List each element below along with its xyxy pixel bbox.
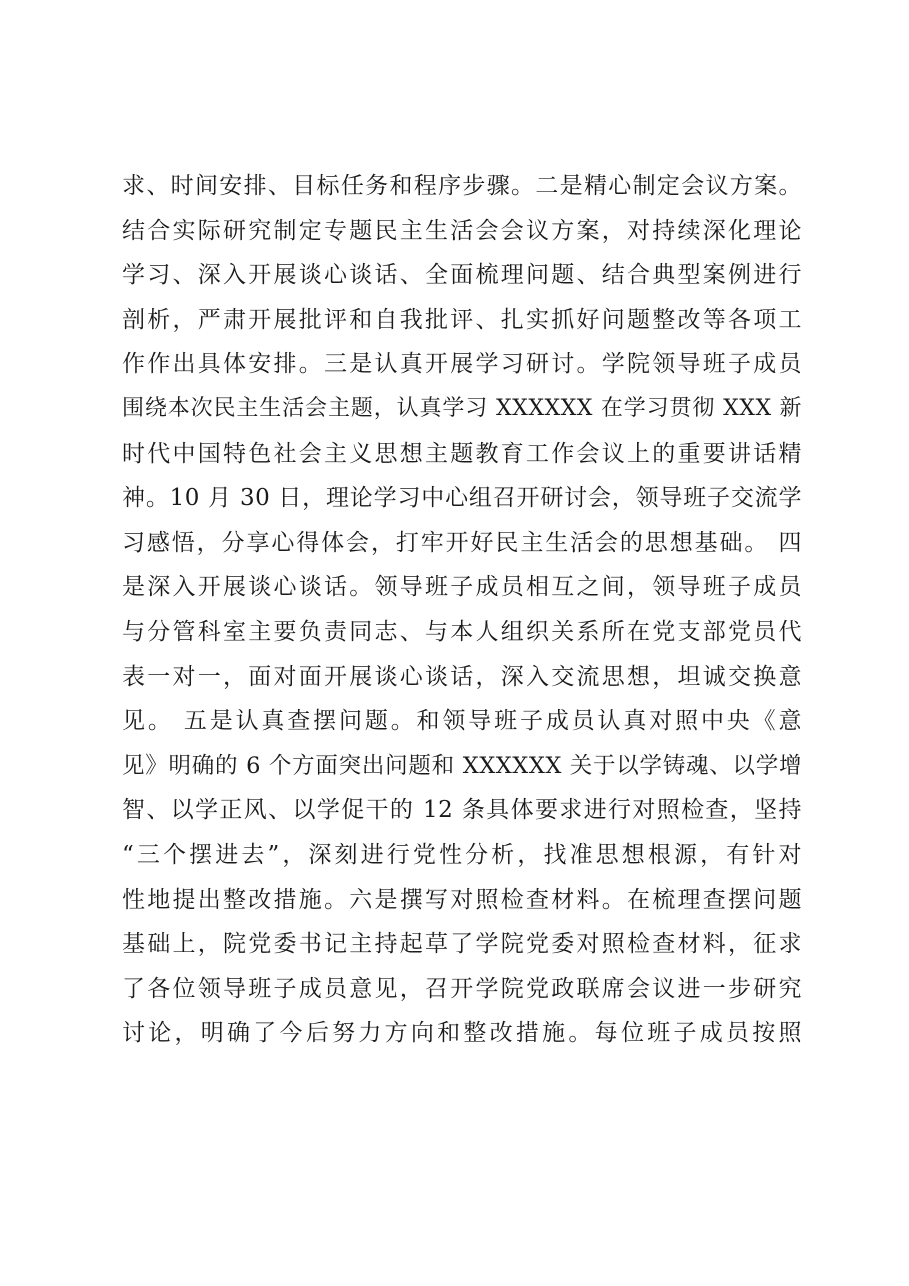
text-line: 性地提出整改措施。六是撰写对照检查材料。在梳理查摆问题: [122, 886, 802, 913]
text-line: 见。 五是认真查摆问题。和领导班子成员认真对照中央《意: [122, 708, 802, 735]
text-line: 作作出具体安排。三是认真开展学习研讨。学院领导班子成员: [122, 351, 802, 378]
text-line: 智、以学正风、以学促干的 12 条具体要求进行对照检查，坚持: [122, 797, 802, 824]
text-line: 学习、深入开展谈心谈话、全面梳理问题、结合典型案例进行: [122, 262, 802, 289]
text-line: 见》明确的 6 个方面突出问题和 XXXXXX 关于以学铸魂、以学增: [122, 752, 802, 779]
text-line: 围绕本次民主生活会主题，认真学习 XXXXXX 在学习贯彻 XXX 新: [122, 395, 802, 421]
body-text: [122, 164, 802, 1056]
text-line: “三个摆进去”，深刻进行党性分析，找准思想根源，有针对: [122, 841, 802, 868]
text-line: 基础上，院党委书记主持起草了学院党委对照检查材料，征求: [122, 931, 802, 958]
text-line: 了各位领导班子成员意见，召开学院党政联席会议进一步研究: [122, 975, 802, 1002]
text-line: 习感悟，分享心得体会，打牢开好民主生活会的思想基础。 四: [122, 529, 802, 556]
text-line: 结合实际研究制定专题民主生活会会议方案，对持续深化理论: [122, 217, 802, 244]
text-line: 与分管科室主要负责同志、与本人组织关系所在党支部党员代: [122, 618, 802, 645]
text-line: 时代中国特色社会主义思想主题教育工作会议上的重要讲话精: [122, 440, 802, 467]
text-line: 求、时间安排、目标任务和程序步骤。二是精心制定会议方案。: [122, 173, 802, 199]
text-line: 神。10 月 30 日，理论学习中心组召开研讨会，领导班子交流学: [122, 485, 802, 512]
text-line: 是深入开展谈心谈话。领导班子成员相互之间，领导班子成员: [122, 574, 802, 601]
text-line: 讨论，明确了今后努力方向和整改措施。每位班子成员按照: [122, 1020, 802, 1047]
text-line: 剖析，严肃开展批评和自我批评、扎实抓好问题整改等各项工: [122, 306, 802, 333]
text-line: 表一对一，面对面开展谈心谈话，深入交流思想，坦诚交换意: [122, 663, 802, 690]
